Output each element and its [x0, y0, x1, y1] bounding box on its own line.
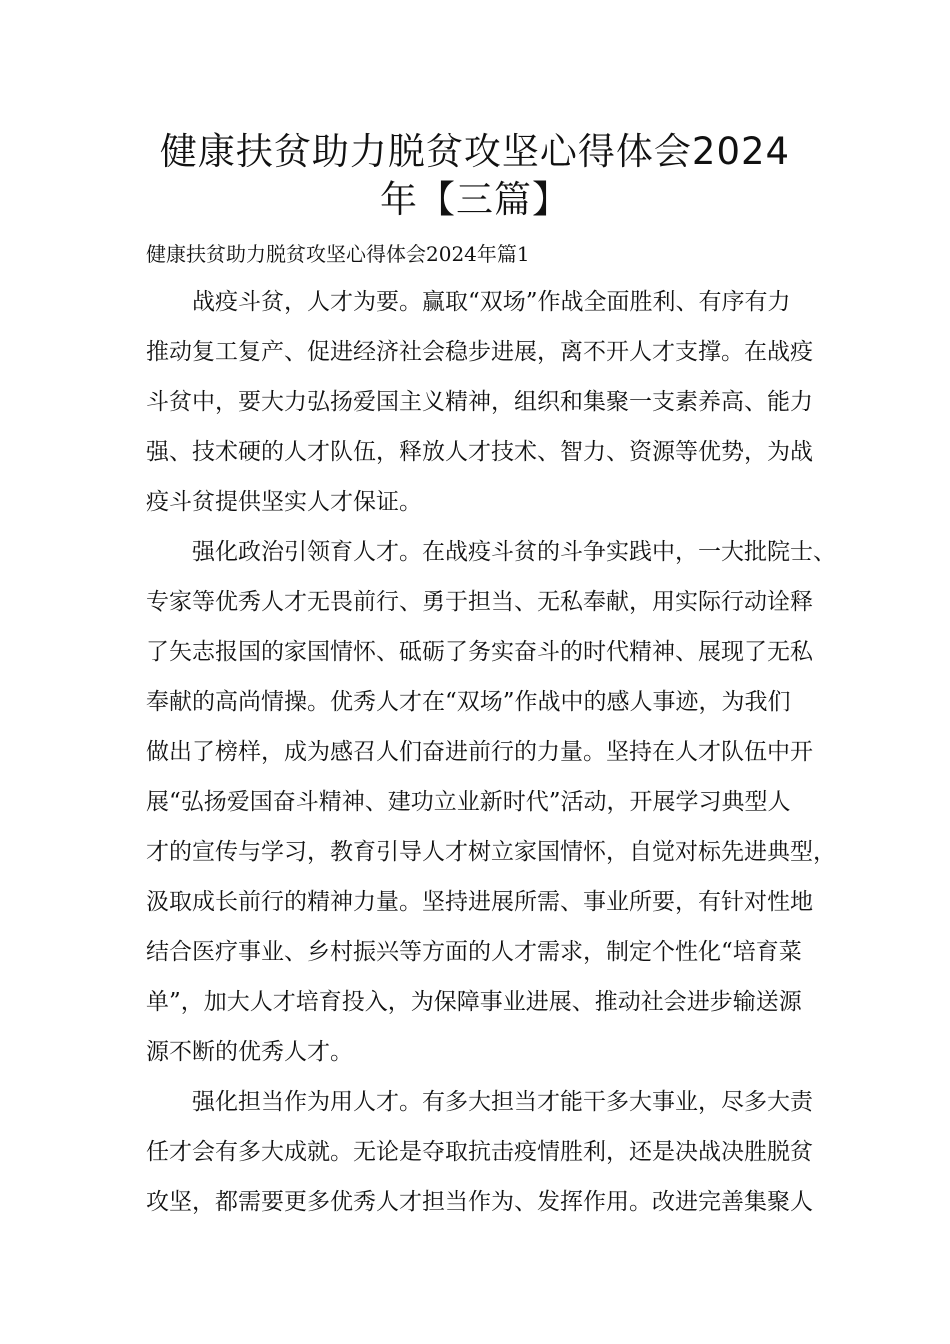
paragraph-line: 战疫斗贫，人才为要。赢取“双场”作战全面胜利、有序有力	[192, 289, 791, 315]
paragraph-line: 疫斗贫提供坚实人才保证。	[146, 489, 422, 515]
paragraph-line: 强化担当作为用人才。有多大担当才能干多大事业，尽多大责	[192, 1089, 813, 1115]
document-title	[120, 128, 830, 224]
title-line-2: 年【三篇】	[380, 178, 570, 221]
paragraph-line: 强、技术硬的人才队伍，释放人才技术、智力、资源等优势，为战	[146, 439, 813, 465]
paragraph-line: 才的宣传与学习，教育引导人才树立家国情怀，自觉对标先进典型，	[146, 839, 836, 865]
paragraph-line: 专家等优秀人才无畏前行、勇于担当、无私奉献，用实际行动诠释	[146, 589, 813, 615]
paragraph-line: 奉献的高尚情操。优秀人才在“双场”作战中的感人事迹，为我们	[146, 689, 791, 715]
paragraph-line: 结合医疗事业、乡村振兴等方面的人才需求，制定个性化“培育菜	[146, 939, 802, 965]
paragraph-line: 推动复工复产、促进经济社会稳步进展，离不开人才支撑。在战疫	[146, 339, 813, 365]
paragraph-line: 任才会有多大成就。无论是夺取抗击疫情胜利，还是决战决胜脱贫	[146, 1139, 813, 1165]
paragraph-2	[146, 527, 836, 1077]
paragraph-line: 做出了榜样，成为感召人们奋进前行的力量。坚持在人才队伍中开	[146, 739, 813, 765]
paragraph-line: 展“弘扬爱国奋斗精神、建功立业新时代”活动，开展学习典型人	[146, 789, 791, 815]
paragraph-1	[146, 277, 826, 527]
paragraph-line: 源不断的优秀人才。	[146, 1039, 353, 1065]
paragraph-line: 攻坚，都需要更多优秀人才担当作为、发挥作用。改进完善集聚人	[146, 1189, 813, 1215]
paragraph-line: 强化政治引领育人才。在战疫斗贫的斗争实践中，一大批院士、	[192, 539, 836, 565]
paragraph-line: 汲取成长前行的精神力量。坚持进展所需、事业所要，有针对性地	[146, 889, 813, 915]
title-line-1: 健康扶贫助力脱贫攻坚心得体会2024	[159, 130, 791, 173]
paragraph-line: 了矢志报国的家国情怀、砥砺了务实奋斗的时代精神、展现了无私	[146, 639, 813, 665]
paragraph-line: 斗贫中，要大力弘扬爱国主义精神，组织和集聚一支素养高、能力	[146, 389, 813, 415]
section-heading: 健康扶贫助力脱贫攻坚心得体会2024年篇1	[146, 242, 530, 266]
paragraph-3	[146, 1077, 826, 1227]
paragraph-line: 单”，加大人才培育投入，为保障事业进展、推动社会进步输送源	[146, 989, 802, 1015]
